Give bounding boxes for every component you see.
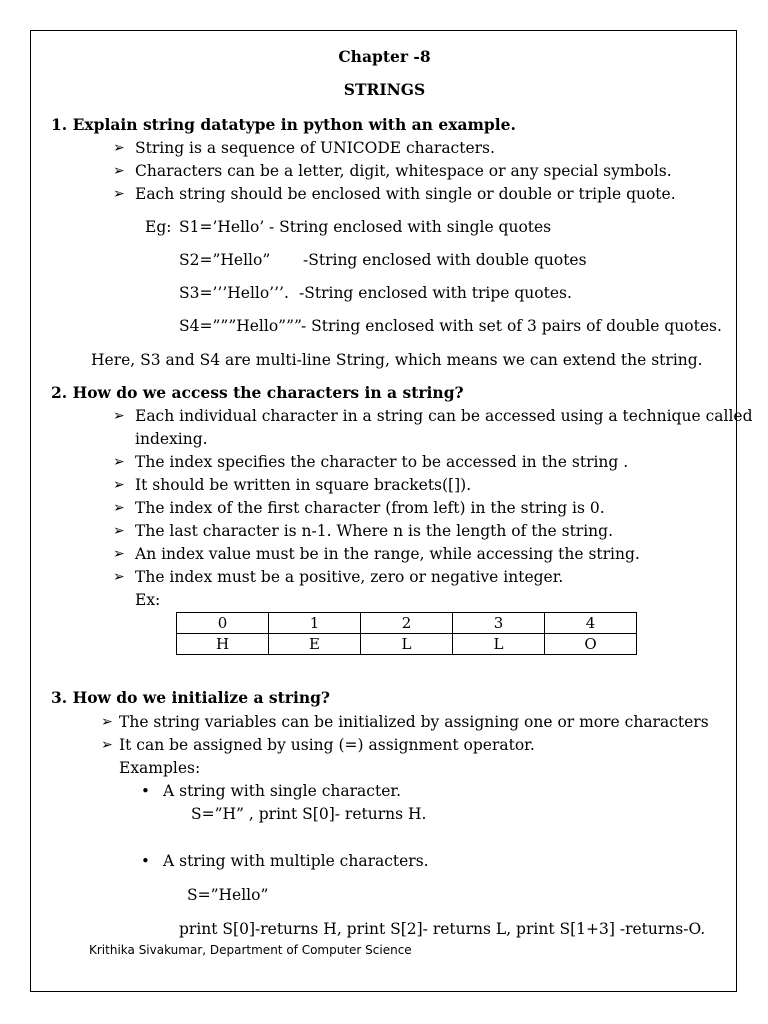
char-cell: L xyxy=(361,634,453,655)
table-row xyxy=(177,634,637,655)
q2-bullet: An index value must be in the range, while accessing the string. xyxy=(135,545,640,563)
q1-heading: 1. Explain string datatype in python with an example. xyxy=(51,115,516,134)
q3-bullet: The string variables can be initialized by assigning one or more characters xyxy=(119,713,709,731)
q3-example-title: A string with multiple characters. xyxy=(163,852,429,870)
q3-example-code: S=”Hello” xyxy=(187,886,269,904)
index-cell: 4 xyxy=(545,613,637,634)
q2-bullet-cont: indexing. xyxy=(135,430,208,448)
arrow-bullet-icon: ➢ xyxy=(113,454,125,470)
arrow-bullet-icon: ➢ xyxy=(113,523,125,539)
q3-example-title: A string with single character. xyxy=(163,782,402,800)
index-cell: 2 xyxy=(361,613,453,634)
q1-note: Here, S3 and S4 are multi-line String, which means we can extend the string. xyxy=(91,351,703,369)
arrow-bullet-icon: ➢ xyxy=(113,140,125,156)
page-footer: Krithika Sivakumar, Department of Computer Science xyxy=(89,943,412,957)
arrow-bullet-icon: ➢ xyxy=(101,737,113,753)
q2-bullet: The index must be a positive, zero or negative integer. xyxy=(135,568,564,586)
example-desc: -String enclosed with tripe quotes. xyxy=(299,284,572,302)
char-cell: H xyxy=(177,634,269,655)
example-desc: -String enclosed with double quotes xyxy=(303,251,587,269)
char-cell: L xyxy=(453,634,545,655)
q2-bullet: The index specifies the character to be accessed in the string . xyxy=(135,453,629,471)
eg-label: Eg: xyxy=(145,218,172,236)
document-page xyxy=(30,30,753,992)
example-code: S4=”””Hello””” xyxy=(179,317,302,335)
q3-example-print: print S[0]-returns H, print S[2]- returns L, print S[1+3] -returns-O. xyxy=(179,920,706,938)
example-desc: - String enclosed with single quotes xyxy=(269,218,552,236)
arrow-bullet-icon: ➢ xyxy=(113,186,125,202)
dot-bullet-icon: • xyxy=(141,782,150,800)
q2-heading: 2. How do we access the characters in a string? xyxy=(51,383,464,402)
arrow-bullet-icon: ➢ xyxy=(113,163,125,179)
index-cell: 0 xyxy=(177,613,269,634)
q3-example-code: S=”H” , print S[0]- returns H. xyxy=(191,805,427,823)
arrow-bullet-icon: ➢ xyxy=(113,408,125,424)
char-cell: E xyxy=(269,634,361,655)
table-row xyxy=(177,613,637,634)
chapter-heading: Chapter -8 xyxy=(338,47,431,66)
example-code: S1=’Hello’ xyxy=(179,218,265,236)
index-cell: 1 xyxy=(269,613,361,634)
index-cell: 3 xyxy=(453,613,545,634)
arrow-bullet-icon: ➢ xyxy=(113,500,125,516)
q1-bullet: String is a sequence of UNICODE characters. xyxy=(135,139,495,157)
examples-label: Examples: xyxy=(119,759,201,777)
page-title: STRINGS xyxy=(343,80,426,99)
example-desc: - String enclosed with set of 3 pairs of double quotes. xyxy=(301,317,722,335)
arrow-bullet-icon: ➢ xyxy=(113,546,125,562)
q3-heading: 3. How do we initialize a string? xyxy=(51,688,331,707)
q2-bullet: The last character is n-1. Where n is the length of the string. xyxy=(135,522,613,540)
q2-bullet: The index of the first character (from left) in the string is 0. xyxy=(135,499,605,517)
dot-bullet-icon: • xyxy=(141,852,150,870)
example-code: S3=’’’Hello’’’. xyxy=(179,284,289,302)
char-cell: O xyxy=(545,634,637,655)
example-code: S2=”Hello” xyxy=(179,251,271,269)
arrow-bullet-icon: ➢ xyxy=(113,477,125,493)
q2-bullet: It should be written in square brackets([]). xyxy=(135,476,472,494)
ex-label: Ex: xyxy=(135,591,161,609)
q3-bullet: It can be assigned by using (=) assignment operator. xyxy=(119,736,535,754)
arrow-bullet-icon: ➢ xyxy=(113,569,125,585)
q1-bullet: Each string should be enclosed with single or double or triple quote. xyxy=(135,185,676,203)
arrow-bullet-icon: ➢ xyxy=(101,714,113,730)
index-table xyxy=(176,612,637,655)
q1-bullet: Characters can be a letter, digit, whitespace or any special symbols. xyxy=(135,162,672,180)
q2-bullet: Each individual character in a string can be accessed using a technique called xyxy=(135,407,753,425)
